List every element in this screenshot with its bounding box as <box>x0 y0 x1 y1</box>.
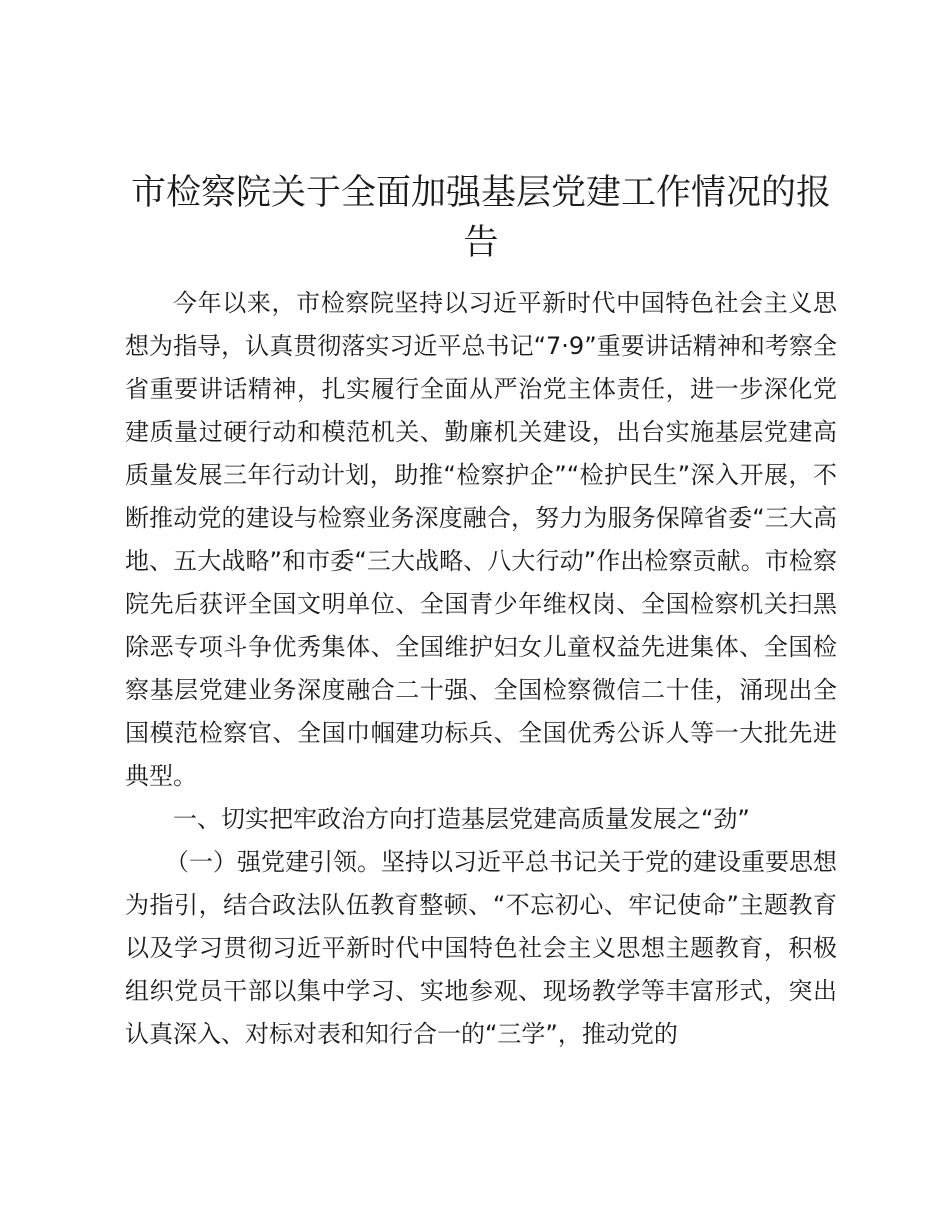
paragraph-intro: 今年以来，市检察院坚持以习近平新时代中国特色社会主义思想为指导，认真贯彻落实习近平总书记“7·9”重要讲话精神和考察全省重要讲话精神，扎实履行全面从严治党主体责任，进一步深化党建质量过硬行动和模范机关、勤廉机关建设，出台实施基层党建高质量发展三年行动计划，助推“检察护企”“检护民生”深入开展，不断推动党的建设与检察业务深度融合，努力为服务保障省委“三大高地、五大战略”和市委“三大战略、八大行动”作出检察贡献。市检察院先后获评全国文明单位、全国青少年维权岗、全国检察机关扫黑除恶专项斗争优秀集体、全国维护妇女儿童权益先进集体、全国检察基层党建业务深度融合二十强、全国检察微信二十佳，涌现出全国模范检察官、全国巾帼建功标兵、全国优秀公诉人等一大批先进典型。 <box>125 289 837 790</box>
document-body <box>125 282 837 1056</box>
paragraph-subsection-1: （一）强党建引领。坚持以习近平总书记关于党的建设重要思想为指引，结合政法队伍教育整顿、“不忘初心、牢记使命”主题教育以及学习贯彻习近平新时代中国特色社会主义思想主题教育，积极组织党员干部以集中学习、实地参观、现场教学等丰富形式，突出认真深入、对标对表和知行合一的“三学”，推动党的 <box>125 848 837 1048</box>
document-title: 市检察院关于全面加强基层党建工作情况的报告 <box>130 173 831 263</box>
section-heading-1: 一、切实把牢政治方向打造基层党建高质量发展之“劲” <box>173 805 750 833</box>
